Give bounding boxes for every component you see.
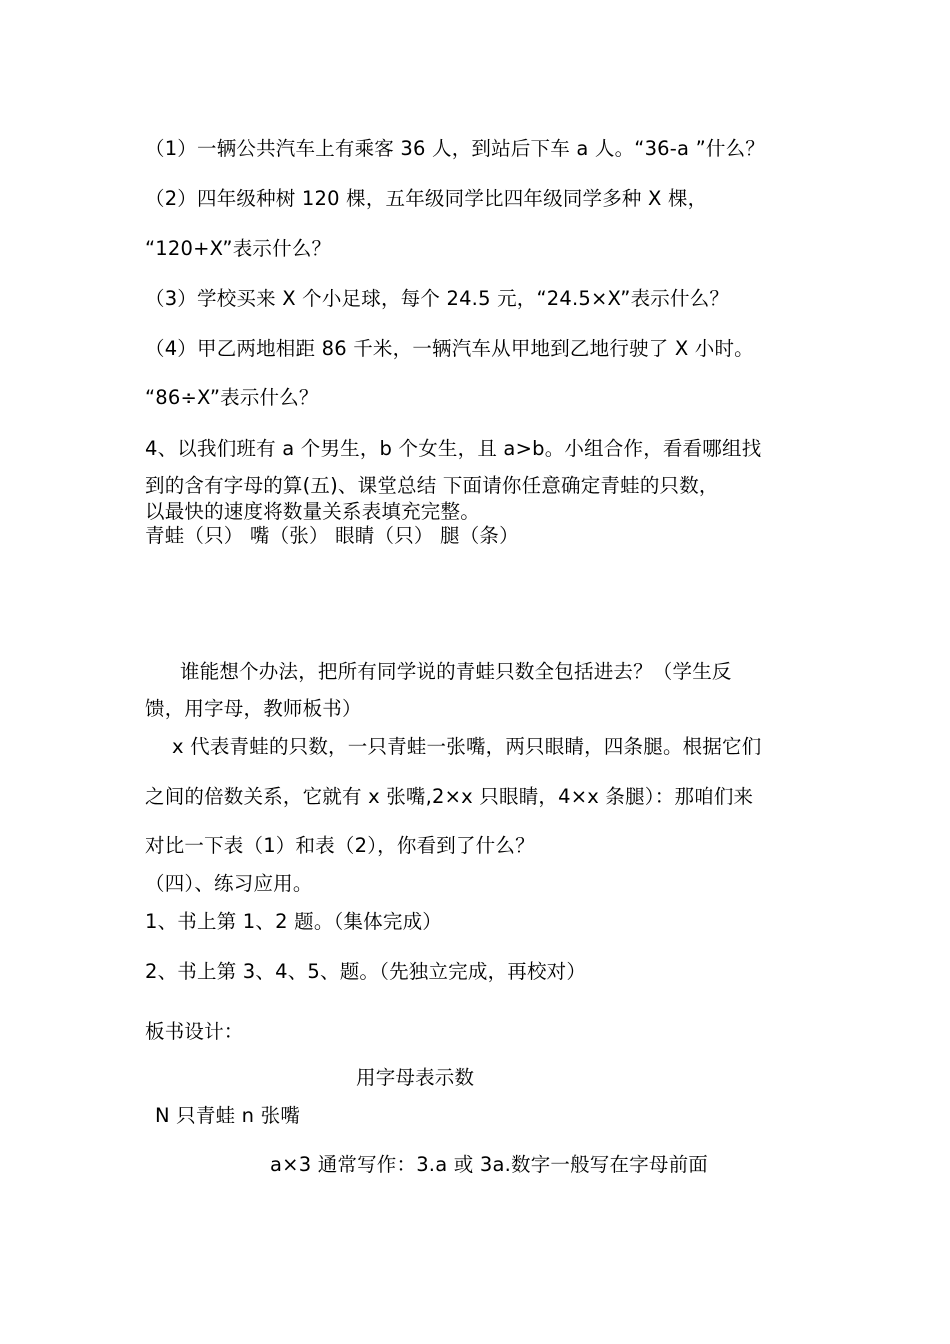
question-1: （1）一辆公共汽车上有乘客 36 人，到站后下车 a 人。“36-a ”什么？	[145, 137, 765, 160]
item-4-line-3: 以最快的速度将数量关系表填充完整。	[145, 500, 480, 523]
question-4-line-1: （4）甲乙两地相距 86 千米，一辆汽车从甲地到乙地行驶了 X 小时。	[145, 337, 754, 360]
paragraph-x-line-2: 之间的倍数关系，它就有 x 张嘴,2×x 只眼睛，4×x 条腿）：那咱们来	[145, 785, 754, 808]
paragraph-who-line-2: 馈，用字母，教师板书）	[145, 697, 362, 720]
question-2-line-2: “120+X”表示什么？	[145, 237, 332, 260]
question-2-line-1: （2）四年级种树 120 棵，五年级同学比四年级同学多种 X 棵，	[145, 187, 708, 210]
item-4-line-2: 到的含有字母的算(五)、课堂总结 下面请你任意确定青蛙的只数，	[145, 474, 719, 497]
exercise-2: 2、书上第 3、4、5、题。（先独立完成，再校对）	[145, 960, 587, 983]
table-header-row: 青蛙（只） 嘴（张） 眼睛（只） 腿（条）	[145, 524, 519, 547]
paragraph-x-line-3: 对比一下表（1）和表（2），你看到了什么？	[145, 834, 535, 857]
question-3: （3）学校买来 X 个小足球，每个 24.5 元，“24.5×X”表示什么？	[145, 287, 730, 310]
section-heading-practice: （四）、练习应用。	[145, 872, 313, 895]
question-4-line-2: “86÷X”表示什么？	[145, 386, 319, 409]
board-design-label: 板书设计：	[145, 1020, 244, 1043]
board-title: 用字母表示数	[356, 1066, 475, 1089]
exercise-1: 1、书上第 1、2 题。（集体完成）	[145, 910, 442, 933]
item-4-line-1: 4、以我们班有 a 个男生，b 个女生，且 a>b。小组合作，看看哪组找	[145, 437, 762, 460]
paragraph-x-line-1: x 代表青蛙的只数，一只青蛙一张嘴，两只眼睛，四条腿。根据它们	[172, 735, 762, 758]
board-line-2: a×3 通常写作：3.a 或 3a.数字一般写在字母前面	[270, 1153, 708, 1176]
paragraph-who-line-1: 谁能想个办法，把所有同学说的青蛙只数全包括进去？（学生反	[180, 660, 732, 683]
board-line-1: N 只青蛙 n 张嘴	[155, 1104, 301, 1127]
